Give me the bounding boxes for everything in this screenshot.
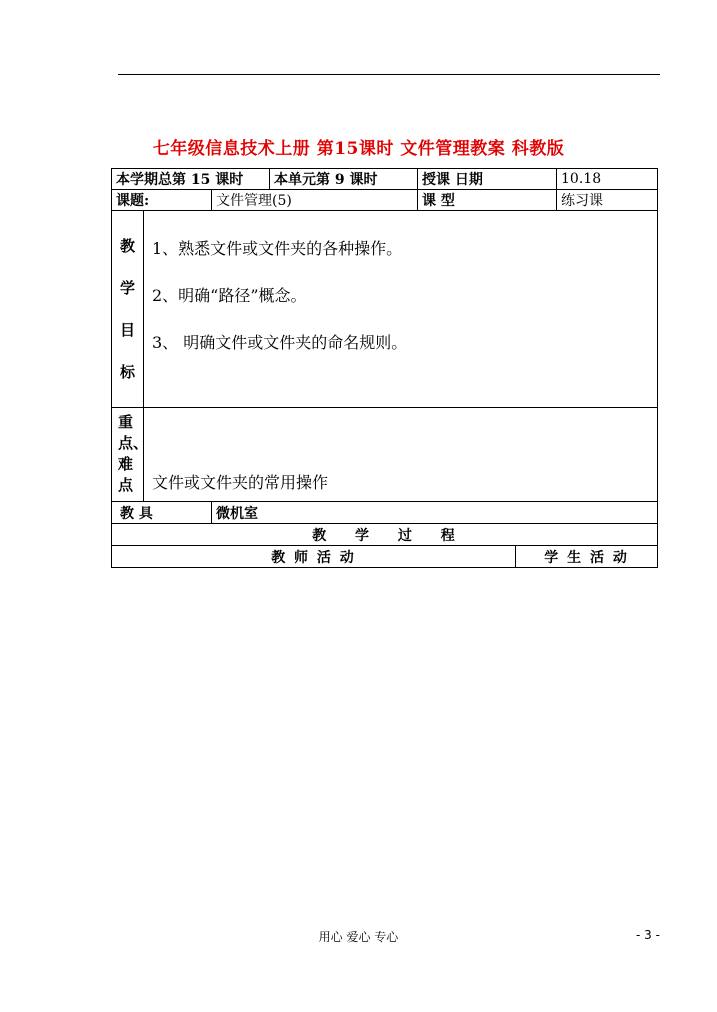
objective-item: 1、熟悉文件或文件夹的各种操作。 xyxy=(152,239,403,258)
table-row xyxy=(112,211,658,408)
tools-label: 教 具 xyxy=(112,502,212,524)
table-row xyxy=(112,408,658,502)
footer-motto: 用心 爱心 专心 xyxy=(318,930,399,944)
objectives-label xyxy=(112,211,144,408)
table-row xyxy=(112,546,658,568)
tools-value: 微机室 xyxy=(212,502,658,524)
page-number: - 3 - xyxy=(636,928,660,942)
date-value: 10.18 xyxy=(557,169,658,190)
objectives-cell xyxy=(144,211,658,408)
table-row xyxy=(112,169,658,190)
teacher-activity-header: 教 师 活 动 xyxy=(112,546,516,568)
date-label: 授课 日期 xyxy=(418,169,557,190)
type-label: 课 型 xyxy=(418,190,557,211)
objective-item: 2、明确“路径”概念。 xyxy=(152,286,307,305)
lesson-plan-table xyxy=(111,168,658,568)
objective-item: 3、 明确文件或文件夹的命名规则。 xyxy=(152,333,408,352)
student-activity-header: 学 生 活 动 xyxy=(516,546,658,568)
keypoints-label xyxy=(112,408,149,502)
topic-label: 课题: xyxy=(112,190,212,211)
table-row xyxy=(112,524,658,546)
keypoints-value: 文件或文件夹的常用操作 xyxy=(144,408,658,502)
type-value: 练习课 xyxy=(557,190,658,211)
objectives-label-text: 教学目标 xyxy=(119,237,135,381)
process-header: 教 学 过 程 xyxy=(112,524,658,546)
unit-lesson-cell: 本单元第 9 课时 xyxy=(270,169,418,190)
topic-value: 文件管理(5) xyxy=(212,190,418,211)
header-rule xyxy=(118,74,660,75)
table-row xyxy=(112,502,658,524)
table-row xyxy=(112,190,658,211)
total-lesson-cell: 本学期总第 15 课时 xyxy=(112,169,270,190)
keypoints-label-text: 重点、难点 xyxy=(118,413,149,494)
document-title: 七年级信息技术上册 第15课时 文件管理教案 科教版 xyxy=(152,139,565,159)
